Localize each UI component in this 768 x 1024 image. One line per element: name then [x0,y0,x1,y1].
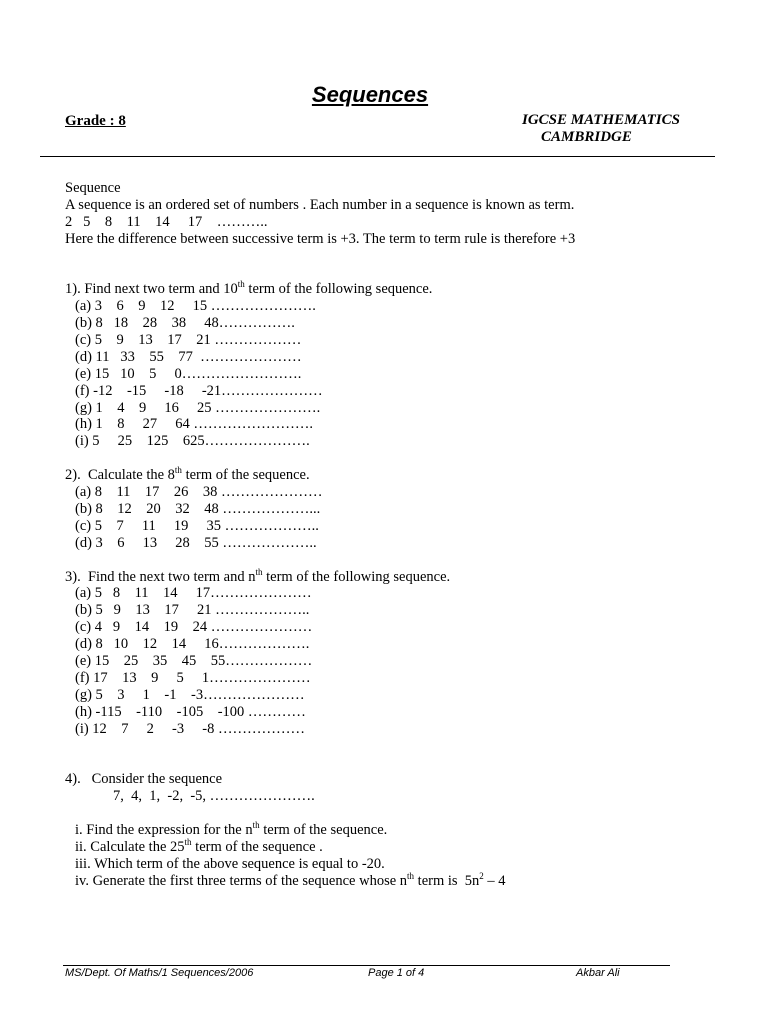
q4-ii-prefix: ii. Calculate the 25 [75,838,185,855]
q4-iv-end: – 4 [483,872,506,889]
q3-suffix: term of the following sequence. [262,568,451,585]
list-item: (c) 4 9 14 19 24 ………………… [75,619,313,636]
question-3-heading [65,566,725,586]
grade-label: Grade : 8 [65,113,126,129]
intro-definition: A sequence is an ordered set of numbers . Each number in a sequence is known as term. [65,196,575,213]
page-title: Sequences [311,82,429,107]
list-item: (g) 5 3 1 -1 -3………………… [75,686,305,703]
question-3-items [65,585,725,737]
list-item: (f) -12 -15 -18 -21………………… [75,382,323,399]
q4-ii-suffix: term of the sequence . [191,838,323,855]
footer-author: Akbar Ali [576,967,620,979]
q4-iv-sup2: 2 [479,870,484,881]
exam-board-line2: CAMBRIDGE [541,129,632,145]
intro-heading: Sequence [65,180,121,196]
list-item: (c) 5 7 11 19 35 ……………….. [75,517,319,534]
question-4-heading: 4). Consider the sequence [65,771,223,788]
question-2-heading [65,467,725,484]
q4-iv-mid: term is 5n [414,872,480,889]
list-item: (i) 12 7 2 -3 -8 ……………… [75,720,305,737]
question-4-part-iii: iii. Which term of the above sequence is equal to -20. [75,855,385,872]
q4-i-suffix: term of the sequence. [259,821,388,838]
list-item: (b) 5 9 13 17 21 ……………….. [75,602,310,619]
footer-divider [63,965,670,966]
list-item: (a) 5 8 11 14 17………………… [75,585,312,602]
list-item: (i) 5 25 125 625…………………. [75,433,310,450]
question-2-items [65,484,725,552]
q4-iv-prefix: iv. Generate the first three terms of the sequence whose n [75,872,408,889]
list-item: (g) 1 4 9 16 25 …………………. [75,399,321,416]
q3-prefix: 3). Find the next two term and n [65,568,256,585]
document-body [65,180,725,889]
q4-ii-sup: th [184,836,192,847]
list-item: (f) 17 13 9 5 1………………… [75,669,311,686]
list-item: (h) -115 -110 -105 -100 ………… [75,703,306,720]
q1-sup: th [237,279,245,290]
q4-i-sup: th [252,819,260,830]
q1-prefix: 1). Find next two term and 10 [65,281,238,298]
footer-page-number: Page 1 of 4 [368,967,425,979]
q1-suffix: term of the following sequence. [244,281,433,298]
intro-explanation: Here the difference between successive term is +3. The term to term rule is therefore +3 [65,230,576,247]
header-divider [40,156,715,157]
list-item: (d) 11 33 55 77 ………………… [75,348,302,365]
list-item: (d) 8 10 12 14 16………………. [75,636,310,653]
question-4-part-iv [65,870,725,890]
footer-left: MS/Dept. Of Maths/1 Sequences/2006 [65,967,254,979]
list-item: (c) 5 9 13 17 21 ……………… [75,332,302,349]
list-item: (b) 8 18 28 38 48……………. [75,315,295,332]
question-1-heading [65,281,725,298]
question-4-part-i [65,819,725,839]
list-item: (a) 8 11 17 26 38 ………………… [75,484,323,501]
q4-iv-sup: th [407,870,415,881]
list-item: (b) 8 12 20 32 48 ………………... [75,500,321,517]
q4-i-prefix: i. Find the expression for the n [75,821,253,838]
list-item: (h) 1 8 27 64 ……………………. [75,416,314,433]
question-4-sequence: 7, 4, 1, -2, -5, …………………. [113,788,315,805]
list-item: (a) 3 6 9 12 15 …………………. [75,298,316,315]
question-4-part-ii [65,836,725,856]
q3-sup: th [255,566,263,577]
list-item: (e) 15 10 5 0……………………. [75,365,302,382]
list-item: (e) 15 25 35 45 55……………… [75,652,313,669]
q2-suffix: term of the sequence. [181,467,310,484]
q2-prefix: 2). Calculate the 8 [65,467,175,484]
list-item: (d) 3 6 13 28 55 ……………….. [75,534,317,551]
question-1-items [65,298,725,450]
q2-sup: th [174,465,182,476]
intro-example: 2 5 8 11 14 17 ……….. [65,213,268,230]
exam-board-line1: IGCSE MATHEMATICS [522,112,680,128]
